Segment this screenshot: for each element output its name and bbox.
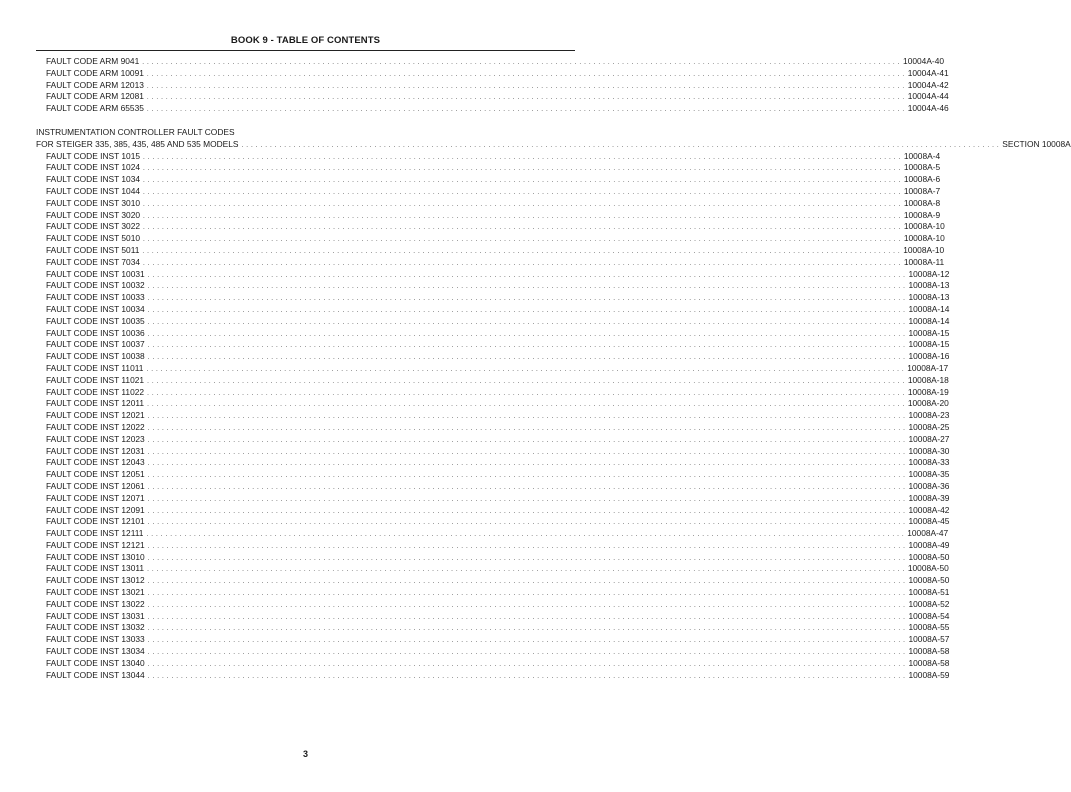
toc-entry[interactable]: [36, 398, 949, 410]
toc-entry-page: 10004A-42: [907, 79, 949, 90]
toc-entry-label: FAULT CODE INST 13011: [46, 563, 145, 574]
leader-dots: . . . . . . . . . . . . . . . . . . . . . . . . . . . . . . . . . . . . . . . . . . . . . . . . . . . . . . . . . . . . . . . . . . . . . . . . . . . . . . . . . . . . . . . . . . . . . . . . . . . . . . . . . . . . . . . . . . . . . . . . . . . . . . . . . . . . . . . . . . . . . . . . . . . . . . . . . . . . . . . .: [143, 224, 901, 232]
toc-entry[interactable]: [36, 351, 950, 363]
toc-entry-label: FAULT CODE INST 3020: [46, 209, 141, 220]
toc-entry-page: 10008A-9: [903, 209, 941, 220]
leader-dots: . . . . . . . . . . . . . . . . . . . . . . . . . . . . . . . . . . . . . . . . . . . . . . . . . . . . . . . . . . . . . . . . . . . . . . . . . . . . . . . . . . . . . . . . . . . . . . . . . . . . . . . . . . . . . . . . . . . . . . . . . . . . . . . . . . . . . . . . . . . . . . . . . . . . . . . . . . . . . . . .: [143, 165, 901, 173]
leader-dots: . . . . . . . . . . . . . . . . . . . . . . . . . . . . . . . . . . . . . . . . . . . . . . . . . . . . . . . . . . . . . . . . . . . . . . . . . . . . . . . . . . . . . . . . . . . . . . . . . . . . . . . . . . . . . . . . . . . . . . . . . . . . . . . . . . . . . . . . . . . . . . . . . . . . . . . . . . . . . . . .: [147, 342, 906, 350]
leader-dots: . . . . . . . . . . . . . . . . . . . . . . . . . . . . . . . . . . . . . . . . . . . . . . . . . . . . . . . . . . . . . . . . . . . . . . . . . . . . . . . . . . . . . . . . . . . . . . . . . . . . . . . . . . . . . . . . . . . . . . . . . . . . . . . . . . . . . . . . . . . . . . . . . . . . . . . . . . . . . . . .: [241, 141, 1000, 149]
toc-entry-label: FAULT CODE INST 12031: [46, 445, 145, 456]
toc-entry-page: 10008A-39: [908, 492, 950, 503]
toc-entry-page: 10008A-19: [907, 386, 949, 397]
toc-entry-page: 10008A-18: [907, 374, 949, 385]
toc-entry-page: 10008A-55: [908, 622, 950, 633]
toc-entry[interactable]: [36, 150, 941, 163]
leader-dots: . . . . . . . . . . . . . . . . . . . . . . . . . . . . . . . . . . . . . . . . . . . . . . . . . . . . . . . . . . . . . . . . . . . . . . . . . . . . . . . . . . . . . . . . . . . . . . . . . . . . . . . . . . . . . . . . . . . . . . . . . . . . . . . . . . . . . . . . . . . . . . . . . . . . . . . . . . . . . . . .: [143, 177, 901, 185]
toc-entry[interactable]: [36, 56, 945, 68]
toc-entry-label: FAULT CODE INST 11021: [46, 374, 145, 385]
leader-dots: . . . . . . . . . . . . . . . . . . . . . . . . . . . . . . . . . . . . . . . . . . . . . . . . . . . . . . . . . . . . . . . . . . . . . . . . . . . . . . . . . . . . . . . . . . . . . . . . . . . . . . . . . . . . . . . . . . . . . . . . . . . . . . . . . . . . . . . . . . . . . . . . . . . . . . . . . . . . . . . .: [143, 236, 901, 244]
toc-entry-label: FAULT CODE INST 12061: [46, 480, 145, 491]
toc-entry-label: FAULT CODE INST 10036: [46, 327, 145, 338]
toc-entry-label: FAULT CODE INST 13032: [46, 622, 145, 633]
leader-dots: . . . . . . . . . . . . . . . . . . . . . . . . . . . . . . . . . . . . . . . . . . . . . . . . . . . . . . . . . . . . . . . . . . . . . . . . . . . . . . . . . . . . . . . . . . . . . . . . . . . . . . . . . . . . . . . . . . . . . . . . . . . . . . . . . . . . . . . . . . . . . . . . . . . . . . . . . . . . . . . .: [143, 212, 901, 220]
toc-entry-label: FAULT CODE INST 13010: [46, 551, 145, 562]
toc-entry[interactable]: [36, 528, 949, 540]
toc-entry[interactable]: [36, 504, 950, 517]
toc-entry-label: FAULT CODE INST 12111: [46, 528, 144, 539]
toc-entry-page: 10008A-13: [908, 292, 950, 303]
leader-dots: . . . . . . . . . . . . . . . . . . . . . . . . . . . . . . . . . . . . . . . . . . . . . . . . . . . . . . . . . . . . . . . . . . . . . . . . . . . . . . . . . . . . . . . . . . . . . . . . . . . . . . . . . . . . . . . . . . . . . . . . . . . . . . . . . . . . . . . . . . . . . . . . . . . . . . . . . . . . . . . .: [147, 625, 906, 633]
toc-entry-page: 10004A-46: [907, 103, 949, 114]
toc-entry-page: 10008A-25: [908, 421, 950, 432]
toc-entry-label: FAULT CODE INST 10037: [46, 339, 145, 350]
toc-entry[interactable]: [36, 185, 941, 198]
toc-entry[interactable]: [36, 268, 950, 281]
leader-dots: . . . . . . . . . . . . . . . . . . . . . . . . . . . . . . . . . . . . . . . . . . . . . . . . . . . . . . . . . . . . . . . . . . . . . . . . . . . . . . . . . . . . . . . . . . . . . . . . . . . . . . . . . . . . . . . . . . . . . . . . . . . . . . . . . . . . . . . . . . . . . . . . . . . . . . . . . . . . . . . .: [147, 318, 906, 326]
leader-dots: . . . . . . . . . . . . . . . . . . . . . . . . . . . . . . . . . . . . . . . . . . . . . . . . . . . . . . . . . . . . . . . . . . . . . . . . . . . . . . . . . . . . . . . . . . . . . . . . . . . . . . . . . . . . . . . . . . . . . . . . . . . . . . . . . . . . . . . . . . . . . . . . . . . . . . . . . . . . . . . .: [147, 554, 906, 562]
leader-dots: . . . . . . . . . . . . . . . . . . . . . . . . . . . . . . . . . . . . . . . . . . . . . . . . . . . . . . . . . . . . . . . . . . . . . . . . . . . . . . . . . . . . . . . . . . . . . . . . . . . . . . . . . . . . . . . . . . . . . . . . . . . . . . . . . . . . . . . . . . . . . . . . . . . . . . . . . . . . . . . .: [147, 672, 906, 680]
toc-entry-label: FAULT CODE ARM 9041: [46, 56, 140, 66]
toc-entry[interactable]: [36, 327, 950, 340]
header-divider: [36, 50, 575, 51]
arm-fault-code-list: [36, 56, 949, 115]
toc-entry-page: 10008A-23: [908, 410, 950, 421]
toc-entry-label: FAULT CODE INST 12011: [46, 398, 145, 409]
leader-dots: . . . . . . . . . . . . . . . . . . . . . . . . . . . . . . . . . . . . . . . . . . . . . . . . . . . . . . . . . . . . . . . . . . . . . . . . . . . . . . . . . . . . . . . . . . . . . . . . . . . . . . . . . . . . . . . . . . . . . . . . . . . . . . . . . . . . . . . . . . . . . . . . . . . . . . . . . . . . . . . .: [146, 365, 905, 373]
toc-entry-page: 10008A-52: [908, 598, 950, 609]
toc-entry-page: 10008A-27: [908, 433, 950, 444]
toc-entry[interactable]: [36, 292, 950, 304]
toc-entry[interactable]: [36, 598, 950, 611]
leader-dots: . . . . . . . . . . . . . . . . . . . . . . . . . . . . . . . . . . . . . . . . . . . . . . . . . . . . . . . . . . . . . . . . . . . . . . . . . . . . . . . . . . . . . . . . . . . . . . . . . . . . . . . . . . . . . . . . . . . . . . . . . . . . . . . . . . . . . . . . . . . . . . . . . . . . . . . . . . . . . . . .: [142, 59, 901, 66]
leader-dots: . . . . . . . . . . . . . . . . . . . . . . . . . . . . . . . . . . . . . . . . . . . . . . . . . . . . . . . . . . . . . . . . . . . . . . . . . . . . . . . . . . . . . . . . . . . . . . . . . . . . . . . . . . . . . . . . . . . . . . . . . . . . . . . . . . . . . . . . . . . . . . . . . . . . . . . . . . . . . . . .: [146, 94, 905, 102]
inst-fault-code-list: [36, 150, 950, 682]
leader-dots: . . . . . . . . . . . . . . . . . . . . . . . . . . . . . . . . . . . . . . . . . . . . . . . . . . . . . . . . . . . . . . . . . . . . . . . . . . . . . . . . . . . . . . . . . . . . . . . . . . . . . . . . . . . . . . . . . . . . . . . . . . . . . . . . . . . . . . . . . . . . . . . . . . . . . . . . . . . . . . . .: [147, 436, 906, 444]
leader-dots: . . . . . . . . . . . . . . . . . . . . . . . . . . . . . . . . . . . . . . . . . . . . . . . . . . . . . . . . . . . . . . . . . . . . . . . . . . . . . . . . . . . . . . . . . . . . . . . . . . . . . . . . . . . . . . . . . . . . . . . . . . . . . . . . . . . . . . . . . . . . . . . . . . . . . . . . . . . . . . . .: [147, 413, 906, 421]
toc-entry[interactable]: [36, 91, 949, 103]
toc-entry[interactable]: [36, 646, 950, 658]
toc-entry[interactable]: [36, 303, 950, 316]
toc-entry-label: FAULT CODE INST 10035: [46, 315, 145, 326]
toc-entry-label: FAULT CODE INST 11022: [46, 386, 145, 397]
toc-entry-page: 10008A-14: [908, 303, 950, 314]
toc-entry-page: 10008A-59: [908, 669, 950, 680]
toc-entry[interactable]: [36, 103, 949, 115]
toc-entry[interactable]: [36, 669, 950, 682]
toc-entry[interactable]: [36, 445, 950, 458]
toc-entry-label: FAULT CODE INST 12021: [46, 410, 145, 421]
toc-entry[interactable]: [36, 551, 950, 564]
toc-entry[interactable]: [36, 221, 945, 233]
toc-entry-page: 10008A-10: [903, 244, 945, 255]
toc-entry-page: 10008A-58: [908, 646, 950, 657]
toc-entry[interactable]: [36, 244, 945, 257]
toc-entry[interactable]: [36, 457, 950, 469]
toc-entry-page: 10008A-35: [908, 469, 950, 480]
toc-entry-page: 10008A-5: [903, 162, 941, 173]
toc-entry-page: 10008A-12: [908, 268, 950, 279]
toc-entry-label: FAULT CODE INST 1015: [46, 150, 141, 161]
toc-entry[interactable]: [36, 610, 950, 623]
toc-entry-label: FAULT CODE ARM 12081: [46, 91, 144, 102]
toc-entry[interactable]: [36, 209, 941, 222]
leader-dots: . . . . . . . . . . . . . . . . . . . . . . . . . . . . . . . . . . . . . . . . . . . . . . . . . . . . . . . . . . . . . . . . . . . . . . . . . . . . . . . . . . . . . . . . . . . . . . . . . . . . . . . . . . . . . . . . . . . . . . . . . . . . . . . . . . . . . . . . . . . . . . . . . . . . . . . . . . . . . . . .: [147, 448, 906, 456]
toc-entry[interactable]: [36, 421, 950, 434]
toc-entry-page: 10008A-10: [903, 233, 945, 244]
toc-entry-page: 10008A-57: [908, 634, 950, 645]
toc-entry[interactable]: [36, 622, 950, 634]
toc-entry-page: 10008A-14: [908, 315, 950, 326]
leader-dots: . . . . . . . . . . . . . . . . . . . . . . . . . . . . . . . . . . . . . . . . . . . . . . . . . . . . . . . . . . . . . . . . . . . . . . . . . . . . . . . . . . . . . . . . . . . . . . . . . . . . . . . . . . . . . . . . . . . . . . . . . . . . . . . . . . . . . . . . . . . . . . . . . . . . . . . . . . . . . . . .: [146, 106, 905, 114]
toc-entry-page: 10008A-50: [908, 575, 950, 586]
toc-entry-label: FAULT CODE INST 10034: [46, 303, 145, 314]
toc-entry-page: 10008A-58: [908, 657, 950, 668]
toc-entry-label: FAULT CODE INST 1034: [46, 174, 141, 185]
leader-dots: . . . . . . . . . . . . . . . . . . . . . . . . . . . . . . . . . . . . . . . . . . . . . . . . . . . . . . . . . . . . . . . . . . . . . . . . . . . . . . . . . . . . . . . . . . . . . . . . . . . . . . . . . . . . . . . . . . . . . . . . . . . . . . . . . . . . . . . . . . . . . . . . . . . . . . . . . . . . . . . .: [147, 354, 906, 362]
toc-entry[interactable]: [36, 469, 950, 481]
toc-entry-label: FAULT CODE ARM 10091: [46, 67, 144, 78]
section-heading: INSTRUMENTATION CONTROLLER FAULT CODES: [36, 127, 235, 137]
leader-dots: . . . . . . . . . . . . . . . . . . . . . . . . . . . . . . . . . . . . . . . . . . . . . . . . . . . . . . . . . . . . . . . . . . . . . . . . . . . . . . . . . . . . . . . . . . . . . . . . . . . . . . . . . . . . . . . . . . . . . . . . . . . . . . . . . . . . . . . . . . . . . . . . . . . . . . . . . . . . . . . .: [147, 578, 906, 586]
leader-dots: . . . . . . . . . . . . . . . . . . . . . . . . . . . . . . . . . . . . . . . . . . . . . . . . . . . . . . . . . . . . . . . . . . . . . . . . . . . . . . . . . . . . . . . . . . . . . . . . . . . . . . . . . . . . . . . . . . . . . . . . . . . . . . . . . . . . . . . . . . . . . . . . . . . . . . . . . . . . . . . .: [147, 519, 906, 527]
toc-entry-page: 10008A-13: [908, 280, 950, 291]
toc-entry-label: FAULT CODE INST 5011: [46, 244, 140, 255]
toc-entry-label: FAULT CODE INST 3022: [46, 221, 141, 232]
toc-entry-label: FAULT CODE ARM 12013: [46, 79, 144, 90]
toc-entry-label: FAULT CODE INST 1024: [46, 162, 141, 173]
toc-entry[interactable]: [36, 575, 950, 587]
toc-entry-page: 10008A-54: [908, 610, 950, 621]
toc-entry-page: 10008A-33: [908, 457, 950, 468]
leader-dots: . . . . . . . . . . . . . . . . . . . . . . . . . . . . . . . . . . . . . . . . . . . . . . . . . . . . . . . . . . . . . . . . . . . . . . . . . . . . . . . . . . . . . . . . . . . . . . . . . . . . . . . . . . . . . . . . . . . . . . . . . . . . . . . . . . . . . . . . . . . . . . . . . . . . . . . . . . . . . . . .: [147, 401, 905, 409]
leader-dots: . . . . . . . . . . . . . . . . . . . . . . . . . . . . . . . . . . . . . . . . . . . . . . . . . . . . . . . . . . . . . . . . . . . . . . . . . . . . . . . . . . . . . . . . . . . . . . . . . . . . . . . . . . . . . . . . . . . . . . . . . . . . . . . . . . . . . . . . . . . . . . . . . . . . . . . . . . . . . . . .: [147, 283, 906, 291]
toc-entry-label: FAULT CODE INST 10032: [46, 280, 145, 291]
toc-entry-label: FAULT CODE INST 12091: [46, 504, 145, 515]
leader-dots: . . . . . . . . . . . . . . . . . . . . . . . . . . . . . . . . . . . . . . . . . . . . . . . . . . . . . . . . . . . . . . . . . . . . . . . . . . . . . . . . . . . . . . . . . . . . . . . . . . . . . . . . . . . . . . . . . . . . . . . . . . . . . . . . . . . . . . . . . . . . . . . . . . . . . . . . . . . . . . . .: [147, 472, 906, 480]
page-number: 3: [302, 749, 308, 759]
toc-entry[interactable]: [36, 480, 950, 493]
toc-entry[interactable]: [36, 587, 950, 599]
leader-dots: . . . . . . . . . . . . . . . . . . . . . . . . . . . . . . . . . . . . . . . . . . . . . . . . . . . . . . . . . . . . . . . . . . . . . . . . . . . . . . . . . . . . . . . . . . . . . . . . . . . . . . . . . . . . . . . . . . . . . . . . . . . . . . . . . . . . . . . . . . . . . . . . . . . . . . . . . . . . . . . .: [146, 70, 905, 78]
toc-entry[interactable]: [36, 634, 950, 646]
toc-entry-label: FAULT CODE INST 7034: [46, 256, 141, 267]
toc-entry[interactable]: [36, 492, 950, 505]
toc-entry-page: 10004A-41: [907, 67, 949, 78]
toc-entry[interactable]: [36, 339, 950, 351]
leader-dots: . . . . . . . . . . . . . . . . . . . . . . . . . . . . . . . . . . . . . . . . . . . . . . . . . . . . . . . . . . . . . . . . . . . . . . . . . . . . . . . . . . . . . . . . . . . . . . . . . . . . . . . . . . . . . . . . . . . . . . . . . . . . . . . . . . . . . . . . . . . . . . . . . . . . . . . . . . . . . . . .: [146, 531, 905, 539]
toc-entry-page: 10008A-15: [908, 339, 950, 350]
leader-dots: . . . . . . . . . . . . . . . . . . . . . . . . . . . . . . . . . . . . . . . . . . . . . . . . . . . . . . . . . . . . . . . . . . . . . . . . . . . . . . . . . . . . . . . . . . . . . . . . . . . . . . . . . . . . . . . . . . . . . . . . . . . . . . . . . . . . . . . . . . . . . . . . . . . . . . . . . . . . . . . .: [147, 483, 906, 491]
toc-entry-label: FAULT CODE INST 12071: [46, 492, 145, 503]
toc-entry-label: FAULT CODE INST 10033: [46, 292, 145, 303]
toc-entry-label: FAULT CODE INST 12043: [46, 457, 145, 468]
leader-dots: . . . . . . . . . . . . . . . . . . . . . . . . . . . . . . . . . . . . . . . . . . . . . . . . . . . . . . . . . . . . . . . . . . . . . . . . . . . . . . . . . . . . . . . . . . . . . . . . . . . . . . . . . . . . . . . . . . . . . . . . . . . . . . . . . . . . . . . . . . . . . . . . . . . . . . . . . . . . . . . .: [147, 507, 906, 515]
toc-entry-label: FAULT CODE INST 5010: [46, 233, 141, 244]
section-subheading-row: [36, 138, 1071, 151]
toc-entry-label: FAULT CODE INST 13021: [46, 587, 145, 598]
toc-entry-page: 10008A-50: [908, 551, 950, 562]
leader-dots: . . . . . . . . . . . . . . . . . . . . . . . . . . . . . . . . . . . . . . . . . . . . . . . . . . . . . . . . . . . . . . . . . . . . . . . . . . . . . . . . . . . . . . . . . . . . . . . . . . . . . . . . . . . . . . . . . . . . . . . . . . . . . . . . . . . . . . . . . . . . . . . . . . . . . . . . . . . . . . . .: [143, 200, 901, 208]
toc-entry-label: FAULT CODE INST 10031: [46, 268, 145, 279]
toc-entry[interactable]: [36, 233, 945, 245]
leader-dots: . . . . . . . . . . . . . . . . . . . . . . . . . . . . . . . . . . . . . . . . . . . . . . . . . . . . . . . . . . . . . . . . . . . . . . . . . . . . . . . . . . . . . . . . . . . . . . . . . . . . . . . . . . . . . . . . . . . . . . . . . . . . . . . . . . . . . . . . . . . . . . . . . . . . . . . . . . . . . . . .: [147, 306, 906, 314]
toc-entry-page: 10008A-45: [908, 516, 950, 527]
leader-dots: . . . . . . . . . . . . . . . . . . . . . . . . . . . . . . . . . . . . . . . . . . . . . . . . . . . . . . . . . . . . . . . . . . . . . . . . . . . . . . . . . . . . . . . . . . . . . . . . . . . . . . . . . . . . . . . . . . . . . . . . . . . . . . . . . . . . . . . . . . . . . . . . . . . . . . . . . . . . . . . .: [147, 590, 906, 598]
toc-entry-label: FAULT CODE INST 13031: [46, 610, 145, 621]
leader-dots: . . . . . . . . . . . . . . . . . . . . . . . . . . . . . . . . . . . . . . . . . . . . . . . . . . . . . . . . . . . . . . . . . . . . . . . . . . . . . . . . . . . . . . . . . . . . . . . . . . . . . . . . . . . . . . . . . . . . . . . . . . . . . . . . . . . . . . . . . . . . . . . . . . . . . . . . . . . . . . . .: [143, 153, 901, 161]
page-title: BOOK 9 - TABLE OF CONTENTS: [230, 35, 381, 46]
toc-entry-label: FAULT CODE INST 12022: [46, 421, 145, 432]
leader-dots: . . . . . . . . . . . . . . . . . . . . . . . . . . . . . . . . . . . . . . . . . . . . . . . . . . . . . . . . . . . . . . . . . . . . . . . . . . . . . . . . . . . . . . . . . . . . . . . . . . . . . . . . . . . . . . . . . . . . . . . . . . . . . . . . . . . . . . . . . . . . . . . . . . . . . . . . . . . . . . . .: [147, 377, 905, 385]
toc-entry[interactable]: [36, 315, 950, 328]
leader-dots: . . . . . . . . . . . . . . . . . . . . . . . . . . . . . . . . . . . . . . . . . . . . . . . . . . . . . . . . . . . . . . . . . . . . . . . . . . . . . . . . . . . . . . . . . . . . . . . . . . . . . . . . . . . . . . . . . . . . . . . . . . . . . . . . . . . . . . . . . . . . . . . . . . . . . . . . . . . . . . . .: [147, 601, 906, 609]
toc-entry-page: 10008A-42: [908, 504, 950, 515]
section-subheading: FOR STEIGER 335, 385, 435, 485 AND 535 MODELS: [36, 138, 239, 149]
toc-entry[interactable]: [36, 410, 950, 422]
toc-entry-page: 10008A-50: [907, 563, 949, 574]
toc-entry-label: FAULT CODE INST 13033: [46, 634, 145, 645]
toc-entry-label: FAULT CODE INST 11011: [46, 362, 144, 373]
leader-dots: . . . . . . . . . . . . . . . . . . . . . . . . . . . . . . . . . . . . . . . . . . . . . . . . . . . . . . . . . . . . . . . . . . . . . . . . . . . . . . . . . . . . . . . . . . . . . . . . . . . . . . . . . . . . . . . . . . . . . . . . . . . . . . . . . . . . . . . . . . . . . . . . . . . . . . . . . . . . . . . .: [147, 566, 905, 574]
toc-entry-label: FAULT CODE INST 12121: [46, 539, 145, 550]
leader-dots: . . . . . . . . . . . . . . . . . . . . . . . . . . . . . . . . . . . . . . . . . . . . . . . . . . . . . . . . . . . . . . . . . . . . . . . . . . . . . . . . . . . . . . . . . . . . . . . . . . . . . . . . . . . . . . . . . . . . . . . . . . . . . . . . . . . . . . . . . . . . . . . . . . . . . . . . . . . . . . . .: [147, 424, 906, 432]
toc-entry-label: FAULT CODE ARM 65535: [46, 103, 144, 114]
toc-entry-page: 10008A-10: [903, 221, 945, 232]
toc-entry-page: 10008A-7: [903, 185, 941, 196]
toc-entry-page: 10008A-6: [903, 174, 941, 185]
toc-entry[interactable]: [36, 539, 950, 552]
toc-entry-page: 10008A-11: [903, 256, 945, 267]
toc-entry-label: FAULT CODE INST 12051: [46, 469, 145, 480]
toc-entry[interactable]: [36, 174, 941, 186]
inst-section: [36, 127, 1071, 681]
toc-entry-label: FAULT CODE INST 10038: [46, 351, 145, 362]
leader-dots: . . . . . . . . . . . . . . . . . . . . . . . . . . . . . . . . . . . . . . . . . . . . . . . . . . . . . . . . . . . . . . . . . . . . . . . . . . . . . . . . . . . . . . . . . . . . . . . . . . . . . . . . . . . . . . . . . . . . . . . . . . . . . . . . . . . . . . . . . . . . . . . . . . . . . . . . . . . . . . . .: [142, 247, 901, 255]
toc-entry-page: 10008A-36: [908, 480, 950, 491]
leader-dots: . . . . . . . . . . . . . . . . . . . . . . . . . . . . . . . . . . . . . . . . . . . . . . . . . . . . . . . . . . . . . . . . . . . . . . . . . . . . . . . . . . . . . . . . . . . . . . . . . . . . . . . . . . . . . . . . . . . . . . . . . . . . . . . . . . . . . . . . . . . . . . . . . . . . . . . . . . . . . . . .: [146, 82, 905, 90]
toc-entry[interactable]: [36, 516, 950, 528]
toc-entry[interactable]: [36, 386, 949, 399]
toc-entry-page: 10008A-49: [908, 539, 950, 550]
leader-dots: . . . . . . . . . . . . . . . . . . . . . . . . . . . . . . . . . . . . . . . . . . . . . . . . . . . . . . . . . . . . . . . . . . . . . . . . . . . . . . . . . . . . . . . . . . . . . . . . . . . . . . . . . . . . . . . . . . . . . . . . . . . . . . . . . . . . . . . . . . . . . . . . . . . . . . . . . . . . . . . .: [147, 542, 906, 550]
toc-entry-label: FAULT CODE INST 13034: [46, 646, 145, 657]
toc-entry-label: FAULT CODE INST 1044: [46, 185, 141, 196]
toc-entry[interactable]: [36, 67, 949, 80]
toc-entry-label: FAULT CODE INST 13044: [46, 669, 145, 680]
leader-dots: . . . . . . . . . . . . . . . . . . . . . . . . . . . . . . . . . . . . . . . . . . . . . . . . . . . . . . . . . . . . . . . . . . . . . . . . . . . . . . . . . . . . . . . . . . . . . . . . . . . . . . . . . . . . . . . . . . . . . . . . . . . . . . . . . . . . . . . . . . . . . . . . . . . . . . . . . . . . . . . .: [147, 330, 906, 338]
toc-entry-page: 10008A-17: [907, 362, 949, 373]
leader-dots: . . . . . . . . . . . . . . . . . . . . . . . . . . . . . . . . . . . . . . . . . . . . . . . . . . . . . . . . . . . . . . . . . . . . . . . . . . . . . . . . . . . . . . . . . . . . . . . . . . . . . . . . . . . . . . . . . . . . . . . . . . . . . . . . . . . . . . . . . . . . . . . . . . . . . . . . . . . . . . . .: [147, 649, 906, 657]
leader-dots: . . . . . . . . . . . . . . . . . . . . . . . . . . . . . . . . . . . . . . . . . . . . . . . . . . . . . . . . . . . . . . . . . . . . . . . . . . . . . . . . . . . . . . . . . . . . . . . . . . . . . . . . . . . . . . . . . . . . . . . . . . . . . . . . . . . . . . . . . . . . . . . . . . . . . . . . . . . . . . . .: [147, 460, 906, 468]
leader-dots: . . . . . . . . . . . . . . . . . . . . . . . . . . . . . . . . . . . . . . . . . . . . . . . . . . . . . . . . . . . . . . . . . . . . . . . . . . . . . . . . . . . . . . . . . . . . . . . . . . . . . . . . . . . . . . . . . . . . . . . . . . . . . . . . . . . . . . . . . . . . . . . . . . . . . . . . . . . . . . . .: [147, 613, 906, 621]
toc-entry-label: FAULT CODE INST 13012: [46, 575, 145, 586]
leader-dots: . . . . . . . . . . . . . . . . . . . . . . . . . . . . . . . . . . . . . . . . . . . . . . . . . . . . . . . . . . . . . . . . . . . . . . . . . . . . . . . . . . . . . . . . . . . . . . . . . . . . . . . . . . . . . . . . . . . . . . . . . . . . . . . . . . . . . . . . . . . . . . . . . . . . . . . . . . . . . . . .: [147, 637, 906, 645]
section-reference: SECTION 10008A: [1002, 138, 1071, 149]
leader-dots: . . . . . . . . . . . . . . . . . . . . . . . . . . . . . . . . . . . . . . . . . . . . . . . . . . . . . . . . . . . . . . . . . . . . . . . . . . . . . . . . . . . . . . . . . . . . . . . . . . . . . . . . . . . . . . . . . . . . . . . . . . . . . . . . . . . . . . . . . . . . . . . . . . . . . . . . . . . . . . . .: [147, 495, 906, 503]
toc-entry-label: FAULT CODE INST 13022: [46, 598, 145, 609]
leader-dots: . . . . . . . . . . . . . . . . . . . . . . . . . . . . . . . . . . . . . . . . . . . . . . . . . . . . . . . . . . . . . . . . . . . . . . . . . . . . . . . . . . . . . . . . . . . . . . . . . . . . . . . . . . . . . . . . . . . . . . . . . . . . . . . . . . . . . . . . . . . . . . . . . . . . . . . . . . . . . . . .: [147, 295, 906, 303]
toc-entry-page: 10008A-20: [907, 398, 949, 409]
toc-entry[interactable]: [36, 280, 950, 292]
toc-entry-page: 10008A-15: [908, 327, 950, 338]
toc-entry[interactable]: [36, 563, 949, 575]
toc-entry[interactable]: [36, 657, 950, 670]
toc-entry-page: 10008A-8: [903, 197, 941, 208]
toc-entry-page: 10004A-40: [903, 56, 945, 66]
toc-entry[interactable]: [36, 362, 949, 375]
toc-entry-label: FAULT CODE INST 12023: [46, 433, 145, 444]
toc-entry-page: 10008A-4: [903, 150, 941, 161]
toc-entry-page: 10004A-44: [907, 91, 949, 102]
toc-entry[interactable]: [36, 197, 941, 210]
leader-dots: . . . . . . . . . . . . . . . . . . . . . . . . . . . . . . . . . . . . . . . . . . . . . . . . . . . . . . . . . . . . . . . . . . . . . . . . . . . . . . . . . . . . . . . . . . . . . . . . . . . . . . . . . . . . . . . . . . . . . . . . . . . . . . . . . . . . . . . . . . . . . . . . . . . . . . . . . . . . . . . .: [147, 389, 905, 397]
toc-entry-page: 10008A-16: [908, 351, 950, 362]
toc-entry-label: FAULT CODE INST 3010: [46, 197, 141, 208]
leader-dots: . . . . . . . . . . . . . . . . . . . . . . . . . . . . . . . . . . . . . . . . . . . . . . . . . . . . . . . . . . . . . . . . . . . . . . . . . . . . . . . . . . . . . . . . . . . . . . . . . . . . . . . . . . . . . . . . . . . . . . . . . . . . . . . . . . . . . . . . . . . . . . . . . . . . . . . . . . . . . . . .: [147, 271, 906, 279]
leader-dots: . . . . . . . . . . . . . . . . . . . . . . . . . . . . . . . . . . . . . . . . . . . . . . . . . . . . . . . . . . . . . . . . . . . . . . . . . . . . . . . . . . . . . . . . . . . . . . . . . . . . . . . . . . . . . . . . . . . . . . . . . . . . . . . . . . . . . . . . . . . . . . . . . . . . . . . . . . . . . . . .: [143, 259, 901, 267]
toc-entry[interactable]: [36, 374, 949, 387]
toc-entry[interactable]: [36, 433, 950, 446]
toc-entry[interactable]: [36, 256, 945, 269]
leader-dots: . . . . . . . . . . . . . . . . . . . . . . . . . . . . . . . . . . . . . . . . . . . . . . . . . . . . . . . . . . . . . . . . . . . . . . . . . . . . . . . . . . . . . . . . . . . . . . . . . . . . . . . . . . . . . . . . . . . . . . . . . . . . . . . . . . . . . . . . . . . . . . . . . . . . . . . . . . . . . . . .: [143, 188, 901, 196]
toc-entry-label: FAULT CODE INST 12101: [46, 516, 145, 527]
leader-dots: . . . . . . . . . . . . . . . . . . . . . . . . . . . . . . . . . . . . . . . . . . . . . . . . . . . . . . . . . . . . . . . . . . . . . . . . . . . . . . . . . . . . . . . . . . . . . . . . . . . . . . . . . . . . . . . . . . . . . . . . . . . . . . . . . . . . . . . . . . . . . . . . . . . . . . . . . . . . . . . .: [147, 660, 906, 668]
toc-entry-page: 10008A-51: [908, 587, 950, 598]
toc-entry-page: 10008A-30: [908, 445, 950, 456]
toc-entry-label: FAULT CODE INST 13040: [46, 657, 145, 668]
toc-entry[interactable]: [36, 162, 941, 174]
toc-entry-page: 10008A-47: [907, 528, 949, 539]
toc-entry[interactable]: [36, 79, 949, 92]
